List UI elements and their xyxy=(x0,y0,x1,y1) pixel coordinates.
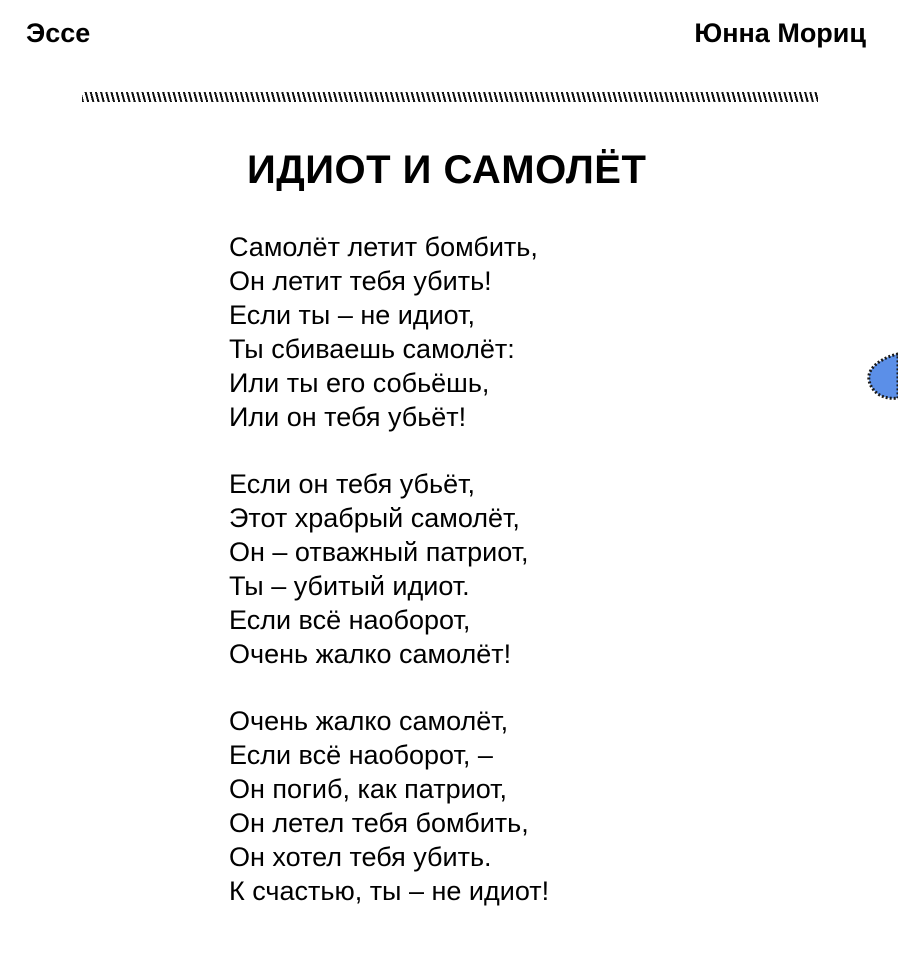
poem-line: Он летит тебя убить! xyxy=(229,266,492,296)
poem-line: Если всё наоборот, – xyxy=(229,740,493,770)
stanza xyxy=(229,467,549,671)
poem-line: Он летел тебя бомбить, xyxy=(229,808,529,838)
poem-line: Или он тебя убьёт! xyxy=(229,402,467,432)
poem-line: Он погиб, как патриот, xyxy=(229,774,507,804)
poem-line: Ты сбиваешь самолёт: xyxy=(229,334,515,364)
poem-line: Очень жалко самолёт! xyxy=(229,639,512,669)
poem-line: Ты – убитый идиот. xyxy=(229,571,470,601)
poem-line: Самолёт летит бомбить, xyxy=(229,232,538,262)
poem-line: Если всё наоборот, xyxy=(229,605,471,635)
poem-line: Этот храбрый самолёт, xyxy=(229,503,520,533)
hatched-divider xyxy=(82,92,818,102)
poem-line: Он хотел тебя убить. xyxy=(229,842,492,872)
author-name: Юнна Мориц xyxy=(694,18,866,48)
poem-line: Он – отважный патриот, xyxy=(229,537,529,567)
stanza xyxy=(229,704,549,908)
poem-body xyxy=(229,230,549,941)
poem-line: Если он тебя убьёт, xyxy=(229,469,475,499)
poem-line: Если ты – не идиот, xyxy=(229,300,475,330)
poem-line: Очень жалко самолёт, xyxy=(229,706,509,736)
stanza xyxy=(229,230,549,434)
section-label: Эссе xyxy=(26,18,91,48)
poem-title: ИДИОТ И САМОЛЁТ xyxy=(247,148,647,192)
poem-line: Или ты его собьёшь, xyxy=(229,368,490,398)
poem-line: К счастью, ты – не идиот! xyxy=(229,876,550,906)
blue-blob-icon xyxy=(866,352,898,407)
